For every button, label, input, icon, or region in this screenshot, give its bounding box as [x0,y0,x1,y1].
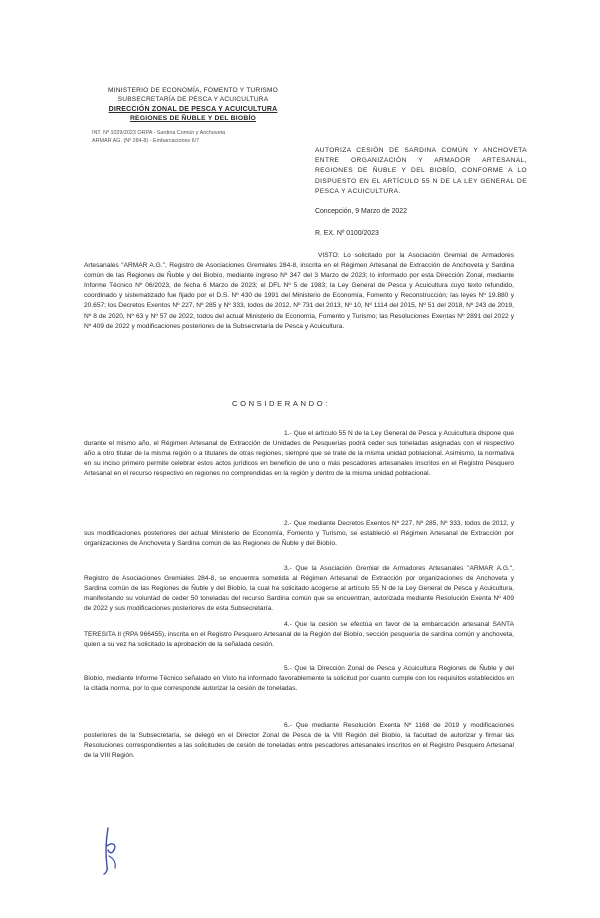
document-date: Concepción, 9 Marzo de 2022 [315,208,407,215]
visto-section [84,251,514,332]
considerando-item: 6.- Que mediante Resolución Exenta Nº 1168 de 2019 y modificaciones posteriores de la Subsecretaría, se delegó en el Director Zonal de Pesca de la VIII Región del Biobío, la facultad de autorizar y firmar las Resoluciones correspondientes a las solicitudes de cesión de toneladas entre pescadores artesanales inscritos en el Registro Pesquero Artesanal de la VIII Región. [84,722,514,760]
ministry-name: MINISTERIO DE ECONOMÍA, FOMENTO Y TURISMO [107,87,278,94]
letterhead [68,86,318,124]
regiones-label: REGIONES DE ÑUBLE Y DEL BIOBÍO [129,115,257,123]
considerando-heading: CONSIDERANDO: [232,399,330,408]
considerando-item: 5.- Que la Dirección Zonal de Pesca y Acuicultura Regiones de Ñuble y del Biobío, mediante Informe Técnico señalado en Visto ha informado favorablemente la solicitud por cuanto cumple con los requisitos establecidos en la citada norma, por lo que corresponde autorizar la cesión de toneladas. [84,665,514,693]
reference-line: INT. Nº 1029/2023 ORPA - Sardina Común y Anchoveta [92,130,226,136]
reference-block [92,130,342,145]
visto-heading: VISTO: [318,252,340,259]
authorization-summary: AUTORIZA CESIÓN DE SARDINA COMÚN Y ANCHOVETA ENTRE ORGANIZACIÓN Y ARMADOR ARTESANAL, REGIONES DE ÑUBLE Y DEL BIOBÍO, CONFORME A LO DISPUESTO EN EL ARTÍCULO 55 N DE LA LEY GENERAL DE PESCA Y ACUICULTURA. [315,147,527,195]
considerando-item: 2.- Que mediante Decretos Exentos Nº 227, Nº 285, Nº 333, todos de 2012, y sus modificaciones posteriores del actual Ministerio de Economía, Fomento y Turismo, se estableció el Régimen Artesanal de Extracción por organizaciones de Anchoveta y Sardina común de las Regiones de Ñuble y del Biobío. [84,520,514,548]
handwritten-initial-icon [100,826,122,876]
resolution-number: R. EX. Nº 0100/2023 [315,230,379,237]
considerando-item: 3.- Que la Asociación Gremial de Armadores Artesanales "ARMAR A.G.", Registro de Asociaciones Gremiales 284-8, se encuentra sometida al Régimen Artesanal de Extracción por organizaciones de Anchoveta y Sardina común de las Regiones de Ñuble y del Biobío, la cual ha solicitado acogerse al artículo 55 N de la Ley General de Pesca y Acuicultura, manifestando su voluntad de ceder 50 toneladas del recurso Sardina común que se encuentran, autorizada mediante Resolución Exenta Nº 409 de 2022 y sus modificaciones posteriores de esta Subsecretaría. [84,565,514,613]
considerando-item: 1.- Que el artículo 55 N de la Ley General de Pesca y Acuicultura dispone que durante el mismo año, el Régimen Artesanal de Extracción de Unidades de Pesquerías podrá ceder sus toneladas asignadas con el respectivo año a otro titular de la misma región o a titulares de otras regiones, siempre que se trate de la misma unidad poblacional. Asimismo, la normativa en su inciso primero permite celebrar estos actos jurídicos en beneficio de uno o más pescadores artesanales inscritos en el Registro Pesquero Artesanal en el recurso respectivo en regiones no comprendidas en la región y dentro de la misma unidad poblacional. [84,430,514,478]
subsecretaria-name: SUBSECRETARÍA DE PESCA Y ACUICULTURA [117,96,269,104]
direccion-zonal: DIRECCIÓN ZONAL DE PESCA Y ACUICULTURA [108,105,278,113]
considerando-item: 4.- Que la cesión se efectúa en favor de la embarcación artesanal SANTA TERESITA II (RPA 966455), inscrita en el Registro Pesquero Artesanal de la Región del Biobío, sección pesquería de sardina común y anchoveta, quien a su vez ha solicitado la aprobación de la señalada cesión. [84,621,514,649]
visto-text: Lo solicitado por la Asociación Gremial de Armadores Artesanales "ARMAR A.G.", Registro de Asociaciones Gremiales 284-8, inscrita en el Régimen Artesanal de Extracción de Anchoveta y Sardina común de las Regiones de Ñuble y del Biobío, mediante ingreso Nº 347 del 3 Marzo de 2023; lo informado por esta Dirección Zonal, mediante Informe Técnico Nº 06/2023, de fecha 6 Marzo de 2023; el DFL Nº 5 de 1983; la Ley General de Pesca y Acuicultura cuyo texto refundido, coordinado y sistematizado fue fijado por el D.S. Nº 430 de 1991 del Ministerio de Economía, Fomento y Reconstrucción; las leyes Nº 19.880 y 20.657; los Decretos Exentos Nº 227, Nº 285 y Nº 333, todos de 2012, Nº 731 del 2013, Nº 10, Nº 1114 del 2015, Nº 51 del 2018, Nº 243 de 2019, Nº 8 de 2020, Nº 63 y Nº 57 de 2022, todos del actual Ministerio de Economía, Fomento y Turismo; las Resoluciones Exentas Nº 2891 del 2022 y Nº 409 de 2022 y modificaciones posteriores de la Subsecretaría de Pesca y Acuicultura. [84,252,514,330]
reference-line: ARMAR AG. (Nº 284-8) - Embarcaciones 6/7 [92,137,200,144]
